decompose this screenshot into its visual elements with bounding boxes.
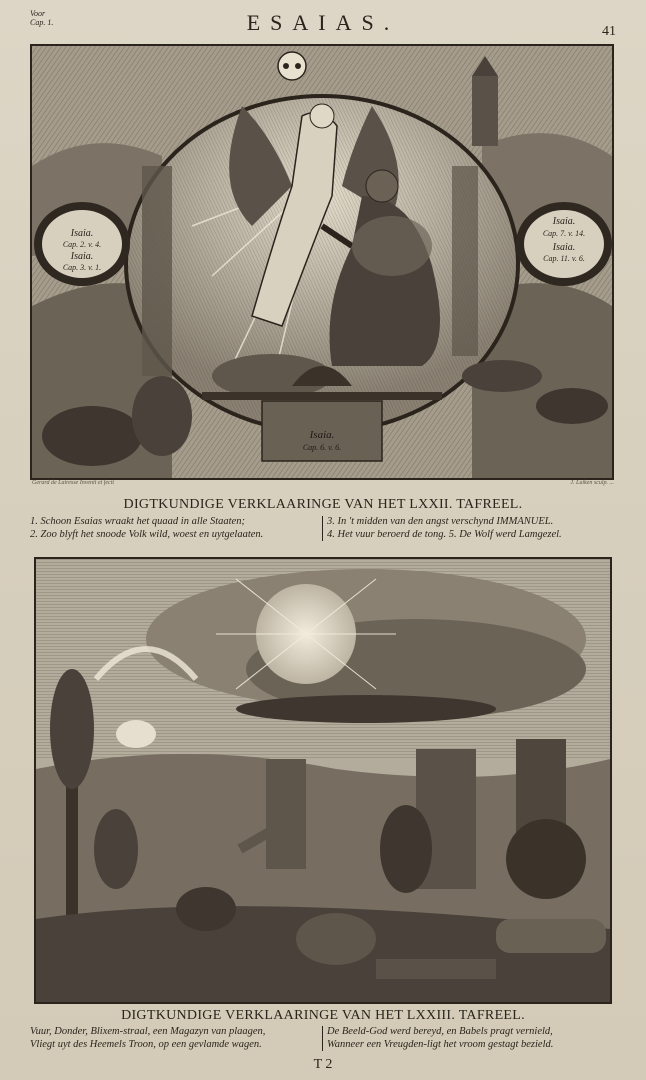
verse-line: De Beeld-God werd bereyd, en Babels pragt vernield,	[327, 1026, 553, 1037]
medallion-right-line1: Isaia.	[552, 216, 576, 227]
altar-label-line2: Cap. 6. v. 6.	[302, 443, 342, 452]
plate-top-engraving	[30, 44, 614, 480]
caption-top-verses	[30, 516, 620, 544]
medallion-right-line3: Isaia.	[552, 242, 576, 253]
verse-line: Wanneer een Vreugden-ligt het vroom gestagt bezield.	[327, 1038, 554, 1050]
credit-left: Gerard de Lairesse Invenit et fecit	[32, 480, 115, 486]
medallion-left-line2: Cap. 2. v. 4.	[62, 240, 102, 249]
caption-bottom-verses	[30, 1026, 620, 1054]
verses-bottom-left	[30, 1026, 320, 1051]
header-voor: Voor	[30, 9, 46, 18]
page-number: 41	[602, 24, 616, 39]
caption-bottom-title: DIGTKUNDIGE VERKLAARINGE VAN HET LXXIII. TAFREEL.	[121, 1008, 525, 1023]
plate-bottom-illustration	[36, 559, 610, 1002]
verse-line: Vliegt uyt des Heemels Troon, op een gevlamde wagen.	[30, 1038, 262, 1050]
medallion-right-line4: Cap. 11. v. 6.	[543, 254, 585, 263]
verse-line: Vuur, Donder, Blixem-straal, een Magazyn van plaagen,	[30, 1026, 266, 1037]
medallion-right-line2: Cap. 7. v. 14.	[542, 229, 586, 238]
printer-signature: T 2	[313, 1057, 333, 1072]
caption-top-title: DIGTKUNDIGE VERKLAARINGE VAN HET LXXII. TAFREEL.	[123, 497, 523, 512]
verse-line: 1. Schoon Esaias wraakt het quaad in alle Staaten;	[30, 516, 245, 527]
verse-line: 3. In 't midden van den angst verschynd IMMANUEL.	[327, 516, 554, 527]
medallion-left-line4: Cap. 3. v. 1.	[62, 263, 102, 272]
verse-line: 4. Het vuur beroerd de tong. 5. De Wolf werd Lamgezel.	[327, 528, 562, 540]
medallion-left-line1: Isaia.	[70, 228, 94, 239]
verses-bottom-right	[322, 1026, 627, 1051]
medallion-left-line3: Isaia.	[70, 251, 94, 262]
credit-right: J. Luiken sculp. ...	[570, 480, 614, 486]
verses-top-left	[30, 516, 320, 541]
altar-label-line1: Isaia.	[309, 429, 335, 441]
plate-bottom-engraving	[34, 557, 612, 1004]
verses-top-right	[322, 516, 627, 541]
plate-top-illustration	[32, 46, 612, 478]
page-title: ESAIAS.	[246, 10, 400, 35]
header-cap: Cap. 1.	[30, 18, 54, 27]
verse-line: 2. Zoo blyft het snoode Volk wild, woest en uytgelaaten.	[30, 528, 264, 540]
